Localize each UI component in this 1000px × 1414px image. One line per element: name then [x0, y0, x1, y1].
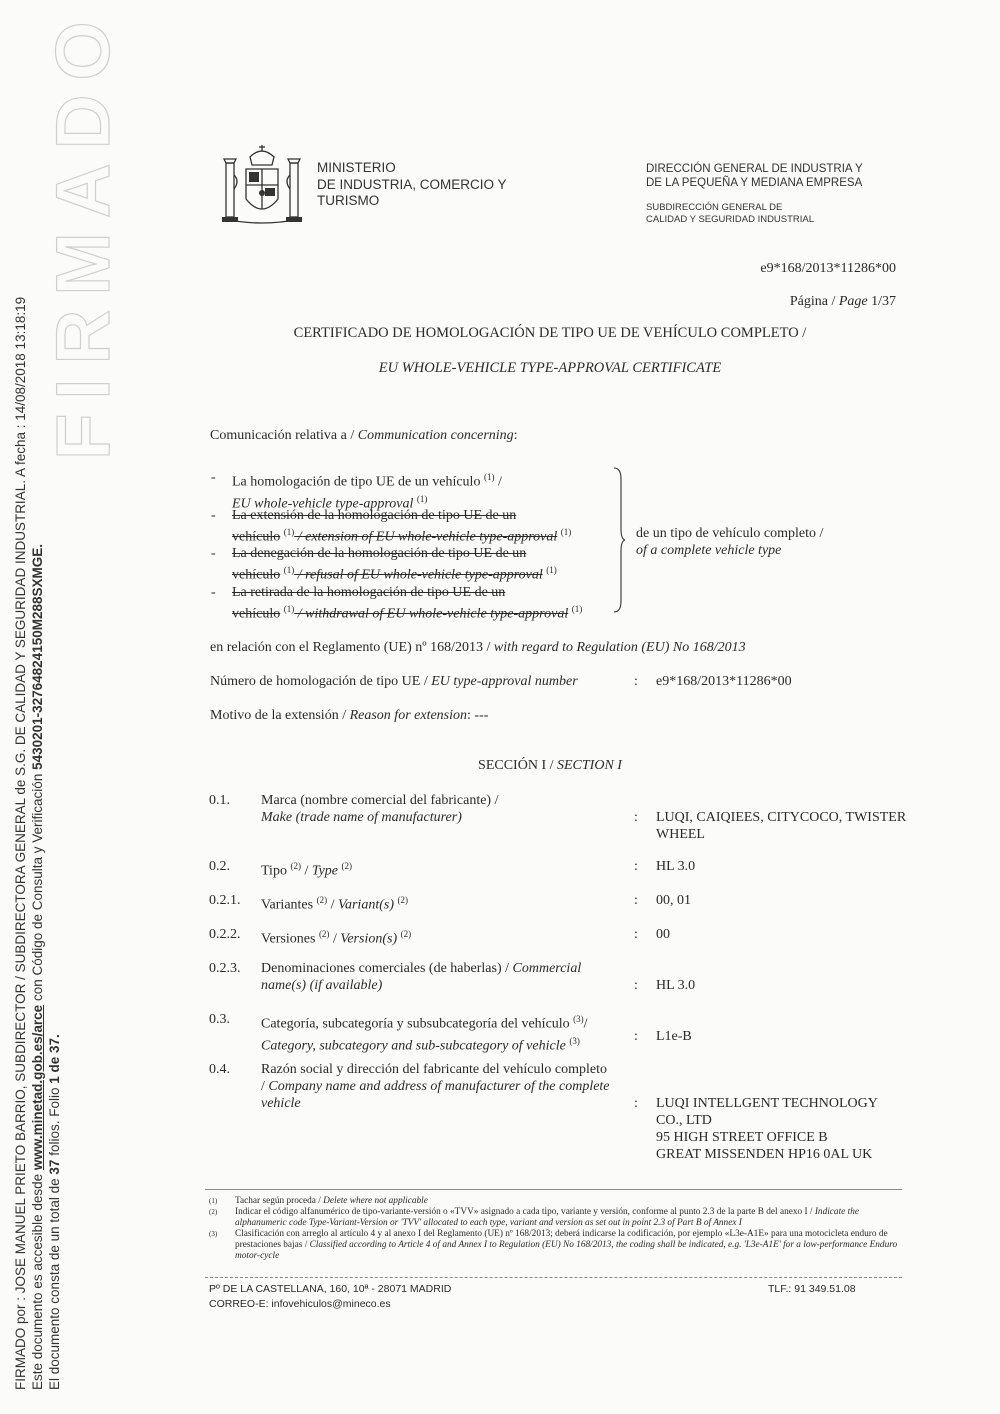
- ministry-name: MINISTERIO DE INDUSTRIA, COMERCIO Y TURISMO: [317, 160, 507, 208]
- regulation-line: en relación con el Reglamento (UE) nº 168/2013 / with regard to Regulation (EU) No 168/2013: [210, 640, 746, 655]
- footer-email: CORREO-E: infovehiculos@mineco.es: [209, 1298, 391, 1310]
- item-colon: :: [634, 859, 638, 874]
- footnotes: (1) Tachar según proceda / Delete where not applicable (2) Indicar el código alfanumérico de tipo-variante-versión o «TVV» asignado a cada tipo, variante y versión, conforme al punto 2.3 de la parte B del anexo I / Indicate the alphanumeric code Type-Variant-Version or 'TVV' allocated to each type, variant and version as set out in point 2.3 of Part B of Annex I (3) Clasificación con arreglo al artículo 4 y al anexo I del Reglamento (UE) nº 168/2013; deberá indicarse la codificación, por ejemplo «L3e-A1E» para una motocicleta enduro de prestaciones bajas / Classified according to Article 4 of and Annex I to Regulation (EU) No 168/2013, the coding shall be indicated, e.g. 'L3e-A1E' for a low-performance Enduro motor-cycle: [209, 1196, 898, 1261]
- item-value-commercial-names: HL 3.0: [656, 978, 696, 993]
- certificate-title-es: CERTIFICADO DE HOMOLOGACIÓN DE TIPO UE DE VEHÍCULO COMPLETO /: [293, 325, 807, 341]
- item-colon: :: [634, 1029, 638, 1044]
- approval-number-colon: :: [634, 674, 638, 689]
- item-number: 0.2.1.: [209, 893, 241, 908]
- verification-link[interactable]: www.minetad.gob.es/arce: [30, 1004, 45, 1171]
- reference-number: e9*168/2013*11286*00: [760, 261, 896, 276]
- footnote-divider: [205, 1189, 902, 1190]
- item-label-manufacturer: Razón social y dirección del fabricante del vehículo completo / Company name and address of manufacturer of the complete vehicle: [261, 1062, 610, 1111]
- item-number: 0.2.2.: [209, 927, 241, 942]
- section-heading: SECCIÓN I / SECTION I: [478, 758, 622, 773]
- item-label-type: Tipo $^{(2)}$ / Type $^{(2)}$: [261, 861, 353, 879]
- verification-line: Este documento es accesible desde www.minetad.gob.es/arce con Código de Consulta y Verificación 5430201-32764824150M288SXMGE.: [30, 544, 45, 1390]
- firmado-watermark: FIRMADO: [41, 7, 126, 460]
- item-label-commercial-names: Denominaciones comerciales (de haberlas) / Commercial name(s) (if available): [261, 961, 582, 993]
- extension-reason: Motivo de la extensión / Reason for extension: ---: [210, 708, 489, 723]
- certificate-title-en: EU WHOLE-VEHICLE TYPE-APPROVAL CERTIFICATE: [378, 360, 722, 376]
- item-value-manufacturer: LUQI INTELLGENT TECHNOLOGY CO., LTD 95 HIGH STREET OFFICE B GREAT MISSENDEN HP16 0AL UK: [656, 1096, 878, 1162]
- sub-direction: SUBDIRECCIÓN GENERAL DE CALIDAD Y SEGURIDAD INDUSTRIAL: [646, 202, 815, 225]
- communication-label: Comunicación relativa a / Communication concerning:: [210, 428, 518, 443]
- footer-divider: [205, 1277, 902, 1278]
- item-colon: :: [634, 893, 638, 908]
- coat-of-arms-logo: [220, 143, 304, 229]
- item-value-make: LUQI, CAIQIEES, CITYCOCO, TWISTER WHEEL: [656, 810, 907, 842]
- footer-address: Pº DE LA CASTELLANA, 160, 10ª - 28071 MADRID: [209, 1283, 452, 1295]
- item-colon: :: [634, 978, 638, 993]
- item-colon: :: [634, 1096, 638, 1111]
- page-number: Página / Page 1/37: [789, 294, 896, 309]
- item-value-versions: 00: [656, 927, 670, 942]
- footer-phone: TLF.: 91 349.51.08: [768, 1283, 856, 1295]
- item-label-make: Marca (nombre comercial del fabricante) / Make (trade name of manufacturer): [261, 793, 499, 825]
- item-number: 0.2.: [209, 859, 230, 874]
- approval-number-value: e9*168/2013*11286*00: [656, 674, 792, 689]
- item-label-variants: Variantes $^{(2)}$ / Variant(s) $^{(2)}$: [261, 895, 408, 913]
- item-number: 0.1.: [209, 793, 230, 808]
- item-number: 0.2.3.: [209, 961, 241, 976]
- grouping-brace: [612, 467, 626, 613]
- vehicle-type-label: de un tipo de vehículo completo / of a complete vehicle type: [636, 526, 824, 558]
- signature-line: FIRMADO por : JOSE MANUEL PRIETO BARRIO, SUBDIRECTOR / SUBDIRECTORA GENERAL de S.G. DE CALIDAD Y SEGURIDAD INDUSTRIAL. A fecha : 14/08/2018 13:18:19: [13, 296, 28, 1390]
- approval-number-label: Número de homologación de tipo UE / EU type-approval number: [210, 674, 578, 689]
- item-value-category: L1e-B: [656, 1029, 692, 1044]
- item-label-versions: Versiones $^{(2)}$ / Version(s) $^{(2)}$: [261, 929, 412, 947]
- item-number: 0.4.: [209, 1062, 230, 1077]
- general-direction: DIRECCIÓN GENERAL DE INDUSTRIA Y DE LA PEQUEÑA Y MEDIANA EMPRESA: [646, 163, 863, 189]
- item-colon: :: [634, 927, 638, 942]
- folio-line: El documento consta de un total de 37 folios. Folio 1 de 37.: [47, 1034, 62, 1390]
- item-value-variants: 00, 01: [656, 893, 691, 908]
- item-value-type: HL 3.0: [656, 859, 696, 874]
- signature-margin-text: [12, 296, 63, 1390]
- item-number: 0.3.: [209, 1012, 230, 1027]
- item-label-category: Categoría, subcategoría y subsubcategoría del vehículo $^{(3)}$/ Category, subcategory and sub-subcategory of vehicle $^{(3)}$: [261, 1014, 588, 1054]
- item-colon: :: [634, 810, 638, 825]
